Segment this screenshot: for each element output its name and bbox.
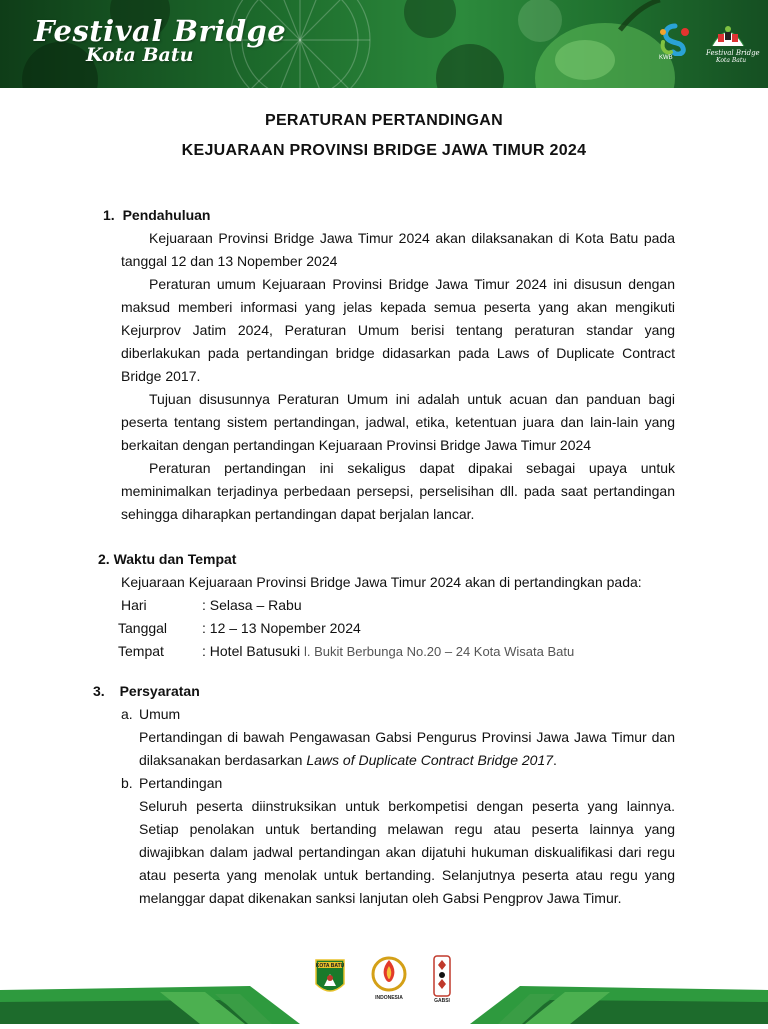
section-2-intro: Kejuaraan Kejuaraan Provinsi Bridge Jawa Timur 2024 akan di pertandingkan pada: [121, 574, 642, 590]
schedule-value-place [202, 643, 574, 659]
section-2-heading: 2. Waktu dan Tempat [98, 551, 237, 567]
section-1-paragraph-1: Kejuaraan Provinsi Bridge Jawa Timur 2024 akan dilaksanakan di Kota Batu pada tanggal 12 dan 13 Nopember 2024 [121, 230, 675, 269]
subsection-a-title: Umum [139, 706, 181, 722]
subsection-a-text-main: Pertandingan di bawah Pengawasan Gabsi Pengurus Provinsi Jawa Jawa Timur dan dilaksanakan berdasarkan [139, 729, 675, 768]
festival-bridge-wordmark [34, 16, 286, 64]
brand-line-1: Festival Bridge [34, 14, 287, 48]
section-1-paragraph-3: Tujuan disusunnya Peraturan Umum ini adalah untuk acuan dan panduan bagi peserta tentang sistem pertandingan, jadwal, etika, ketentuan juara dan lain-lain yang berkaitan dengan pertandingan Kejuaraan Provinsi Bridge Jawa Timur 2024 [121, 391, 675, 453]
schedule-label-day: Hari [121, 597, 147, 613]
section-1-number: 1. [103, 207, 115, 223]
document-subtitle: KEJUARAAN PROVINSI BRIDGE JAWA TIMUR 2024 [181, 142, 587, 159]
schedule-value-day: : Selasa – Rabu [202, 597, 302, 613]
section-1-paragraph-4: Peraturan pertandingan ini sekaligus dapat dipakai sebagai upaya untuk meminimalkan terjadinya perbedaan persepsi, perselisihan dll. pada saat pertandingan sehingga diharapkan pertandingan dapat berjalan lancar. [121, 460, 675, 522]
koni-indonesia-logo [373, 958, 405, 1001]
kwb-logo [655, 22, 695, 61]
koni-logo-text: INDONESIA [375, 995, 403, 1001]
subsection-a-text [139, 726, 675, 772]
section-1-paragraph-2: Peraturan umum Kejuaraan Provinsi Bridge Jawa Timur 2024 ini disusun dengan maksud memberi informasi yang jelas kepada semua peserta yang akan mengikuti Kejurprov Jatim 2024, Peraturan Umum berisi tentang peraturan standar yang diberlakukan pada pertandingan bridge didasarkan pada Laws of Duplicate Contract Bridge 2017. [121, 276, 675, 384]
kota-batu-logo-text: KOTA BATU [315, 963, 345, 969]
section-1-title: Pendahuluan [122, 207, 211, 223]
subsection-b-title: Pertandingan [139, 775, 223, 791]
kwb-logo-text: KWB [659, 55, 673, 61]
schedule-value-date: : 12 – 13 Nopember 2024 [202, 620, 361, 636]
subsection-a-text-end: . [553, 752, 557, 768]
schedule-label-place: Tempat [118, 643, 164, 659]
document-title: PERATURAN PERTANDINGAN [264, 112, 503, 129]
brand-line-2: Kota Batu [86, 44, 194, 66]
subsection-b-text: Seluruh peserta diinstruksikan untuk berkompetisi dengan peserta yang lainnya. Setiap penolakan untuk bertanding melawan regu atau peserta lainnya yang diwajibkan dalam jadwal pertandingan akan dijatuhi hukuman diskualifikasi dari regu atau peserta yang menolak untuk bertanding. Selanjutnya peserta atau regu yang melanggar dapat dikenakan sanksi lanjutan oleh Gabsi Pengprov Jawa Timur. [139, 798, 675, 906]
section-3-title: Persyaratan [119, 683, 200, 699]
footer [0, 940, 768, 1024]
kota-batu-logo [316, 960, 345, 991]
gabsi-logo [434, 956, 451, 1004]
section-3-heading [93, 683, 200, 699]
subsection-a-label: a. [121, 706, 133, 722]
section-3-number: 3. [93, 683, 105, 699]
laws-reference: Laws of Duplicate Contract Bridge 2017 [306, 752, 554, 768]
venue-name: : Hotel Batusuki [202, 643, 301, 659]
fb-logo-line-2: Kota Batu [716, 57, 747, 64]
fb-logo-line-1: Festival Bridge [706, 49, 760, 57]
festival-bridge-logo [706, 22, 760, 64]
gabsi-logo-text: GABSI [434, 998, 450, 1004]
subsection-b-label: b. [121, 775, 133, 791]
footer-graphics [0, 940, 768, 1024]
header-banner [0, 0, 768, 88]
section-1-heading [103, 207, 210, 223]
venue-address: l. Bukit Berbunga No.20 – 24 Kota Wisata Batu [303, 644, 575, 659]
schedule-label-date: Tanggal [118, 620, 168, 636]
